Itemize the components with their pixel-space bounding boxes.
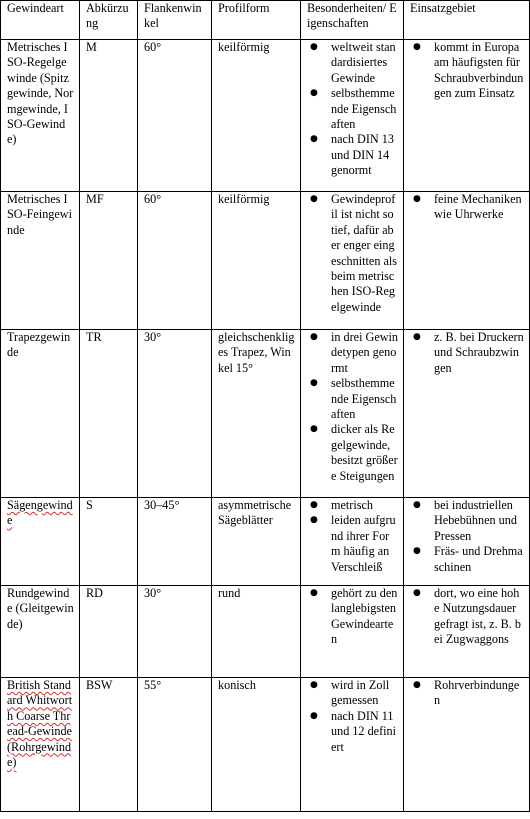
list-item-text: selbsthemmende Eigenschaften [331, 86, 397, 132]
table-row [1, 330, 530, 498]
flank-angle-cell [138, 586, 212, 678]
header-thread-type: Gewindeart [1, 1, 80, 40]
list-item [410, 192, 524, 223]
profile-shape-cell-text: keilförmig [218, 192, 270, 206]
bullet-icon: ● [310, 378, 318, 389]
abbreviation-cell [80, 192, 138, 330]
list-item-text: Fräs- und Drehmaschinen [434, 544, 523, 574]
list-item [307, 678, 398, 709]
abbreviation-cell [80, 40, 138, 192]
list-item-text: dort, wo eine hohe Nutzungsdauer gefragt ist, z. B. bei Zugwaggons [434, 586, 521, 647]
flank-angle-cell-text: 30° [144, 330, 162, 344]
application-cell-list [410, 678, 524, 709]
flank-angle-cell [138, 192, 212, 330]
thread-name-cell-text: Sägengewinde [7, 498, 73, 528]
bullet-icon: ● [310, 588, 318, 598]
list-item [307, 192, 398, 315]
bullet-icon: ● [310, 134, 318, 145]
list-item-text: feine Mechaniken wie Uhrwerke [434, 192, 522, 222]
properties-cell [301, 678, 404, 812]
table-row [1, 498, 530, 586]
bullet-icon: ● [413, 546, 421, 557]
profile-shape-cell [212, 330, 301, 498]
thread-name-cell [1, 678, 80, 812]
header-row [1, 1, 530, 40]
list-item [307, 422, 398, 484]
profile-shape-cell-text: konisch [218, 678, 256, 692]
table-row [1, 40, 530, 192]
list-item [410, 678, 524, 709]
bullet-icon: ● [310, 500, 318, 510]
list-item-text: selbsthemmende Eigenschaften [331, 376, 397, 422]
properties-cell-list [307, 330, 398, 484]
list-item-text: nach DIN 13 und DIN 14 genormt [331, 132, 394, 178]
application-cell [404, 40, 530, 192]
abbreviation-cell [80, 330, 138, 498]
bullet-icon: ● [310, 710, 318, 721]
application-cell-list [410, 192, 524, 223]
list-item [410, 544, 524, 575]
list-item-text: Gewindeprofil ist nicht so tief, dafür aber enger eingeschnitten als beim metrischen ISO-Regelgewinde [331, 192, 397, 314]
profile-shape-cell-text: keilförmig [218, 40, 270, 54]
list-item [410, 586, 524, 648]
abbreviation-cell-text: TR [86, 330, 102, 344]
properties-cell [301, 498, 404, 586]
properties-cell-list [307, 678, 398, 755]
application-cell [404, 192, 530, 330]
header-profile-shape: Profilform [212, 1, 301, 40]
profile-shape-cell [212, 678, 301, 812]
list-item [307, 40, 398, 86]
thread-name-cell [1, 498, 80, 586]
properties-cell-list [307, 192, 398, 315]
properties-cell [301, 40, 404, 192]
header-properties: Besonderheiten/ Eigenschaften [301, 1, 404, 40]
flank-angle-cell [138, 678, 212, 812]
flank-angle-cell-text: 60° [144, 40, 162, 54]
bullet-icon: ● [310, 194, 318, 204]
bullet-icon: ● [413, 332, 421, 342]
list-item-text: Rohrverbindungen [434, 678, 520, 708]
abbreviation-cell-text: RD [86, 586, 103, 600]
properties-cell-list [307, 40, 398, 179]
thread-name-cell [1, 330, 80, 498]
list-item [307, 330, 398, 376]
list-item [307, 513, 398, 575]
table-row [1, 586, 530, 678]
properties-cell-list [307, 498, 398, 575]
list-item-text: metrisch [331, 498, 373, 512]
list-item-text: dicker als Regelgewinde, besitzt größere Steigungen [331, 422, 398, 483]
bullet-icon: ● [310, 424, 318, 435]
profile-shape-cell [212, 498, 301, 586]
profile-shape-cell-text: gleichschenkliges Trapez, Winkel 15° [218, 330, 295, 375]
profile-shape-cell [212, 40, 301, 192]
table-body [1, 40, 530, 812]
flank-angle-cell-text: 30° [144, 586, 162, 600]
header-abbreviation: Abkürzung [80, 1, 138, 40]
header-flank-angle: Flankenwinkel [138, 1, 212, 40]
flank-angle-cell [138, 40, 212, 192]
profile-shape-cell [212, 192, 301, 330]
profile-shape-cell-text: rund [218, 586, 241, 600]
thread-name-cell-text: British Standard Whitworth Coarse Thread-Gewinde (Rohrgewinde) [7, 678, 73, 770]
list-item-text: nach DIN 11 und 12 definiert [331, 708, 396, 754]
thread-name-cell [1, 586, 80, 678]
bullet-icon: ● [413, 500, 421, 510]
list-item [307, 132, 398, 178]
table-row [1, 678, 530, 812]
bullet-icon: ● [310, 42, 318, 52]
list-item [307, 709, 398, 755]
list-item-text: kommt in Europa am häufigsten für Schraubverbindungen zum Einsatz [434, 40, 524, 101]
properties-cell [301, 330, 404, 498]
thread-name-cell-text: Trapezgewinde [7, 330, 71, 360]
bullet-icon: ● [413, 588, 421, 598]
application-cell [404, 678, 530, 812]
bullet-icon: ● [310, 332, 318, 342]
bullet-icon: ● [310, 515, 318, 526]
list-item-text: bei industriellen Hebebühnen und Pressen [434, 498, 517, 543]
properties-cell [301, 586, 404, 678]
abbreviation-cell-text: MF [86, 192, 104, 206]
thread-name-cell [1, 40, 80, 192]
properties-cell [301, 192, 404, 330]
bullet-icon: ● [310, 680, 318, 690]
list-item [307, 498, 398, 513]
abbreviation-cell [80, 678, 138, 812]
application-cell-list [410, 586, 524, 648]
bullet-icon: ● [310, 88, 318, 99]
application-cell-list [410, 498, 524, 575]
profile-shape-cell-text: asymmetrische Sägeblätter [218, 498, 292, 528]
bullet-icon: ● [413, 42, 421, 52]
bullet-icon: ● [413, 680, 421, 690]
thread-name-cell-text: Rundgewinde (Gleitgewinde) [7, 586, 74, 631]
list-item-text: in drei Gewindetypen genormt [331, 330, 399, 375]
abbreviation-cell-text: M [86, 40, 97, 54]
abbreviation-cell-text: S [86, 498, 93, 512]
list-item [307, 86, 398, 132]
header-application: Einsatzgebiet [404, 1, 530, 40]
thread-name-cell-text: Metrisches ISO-Regelgewinde (Spitzgewinde, Normgewinde, ISO-Gewinde) [7, 40, 74, 147]
bullet-icon: ● [413, 194, 421, 204]
list-item [410, 40, 524, 102]
application-cell [404, 330, 530, 498]
list-item [307, 586, 398, 648]
abbreviation-cell [80, 498, 138, 586]
list-item [410, 330, 524, 376]
application-cell-list [410, 40, 524, 102]
flank-angle-cell [138, 330, 212, 498]
profile-shape-cell [212, 586, 301, 678]
list-item [410, 498, 524, 544]
list-item-text: z. B. bei Druckern und Schraubzwingen [434, 330, 524, 375]
flank-angle-cell-text: 55° [144, 678, 162, 692]
properties-cell-list [307, 586, 398, 648]
application-cell [404, 586, 530, 678]
list-item-text: weltweit standardisiertes Gewinde [331, 40, 396, 85]
thread-name-cell-text: Metrisches ISO-Feingewinde [7, 192, 72, 237]
thread-name-cell [1, 192, 80, 330]
list-item-text: wird in Zoll gemessen [331, 678, 390, 708]
list-item-text: gehört zu den langlebigsten Gewindearten [331, 586, 398, 647]
table-header [1, 1, 530, 40]
flank-angle-cell [138, 498, 212, 586]
abbreviation-cell-text: BSW [86, 678, 113, 692]
flank-angle-cell-text: 30–45° [144, 498, 180, 512]
application-cell-list [410, 330, 524, 376]
application-cell [404, 498, 530, 586]
flank-angle-cell-text: 60° [144, 192, 162, 206]
list-item-text: leiden aufgrund ihrer Form häufig an Verschleiß [331, 513, 396, 574]
table-row [1, 192, 530, 330]
abbreviation-cell [80, 586, 138, 678]
list-item [307, 376, 398, 422]
